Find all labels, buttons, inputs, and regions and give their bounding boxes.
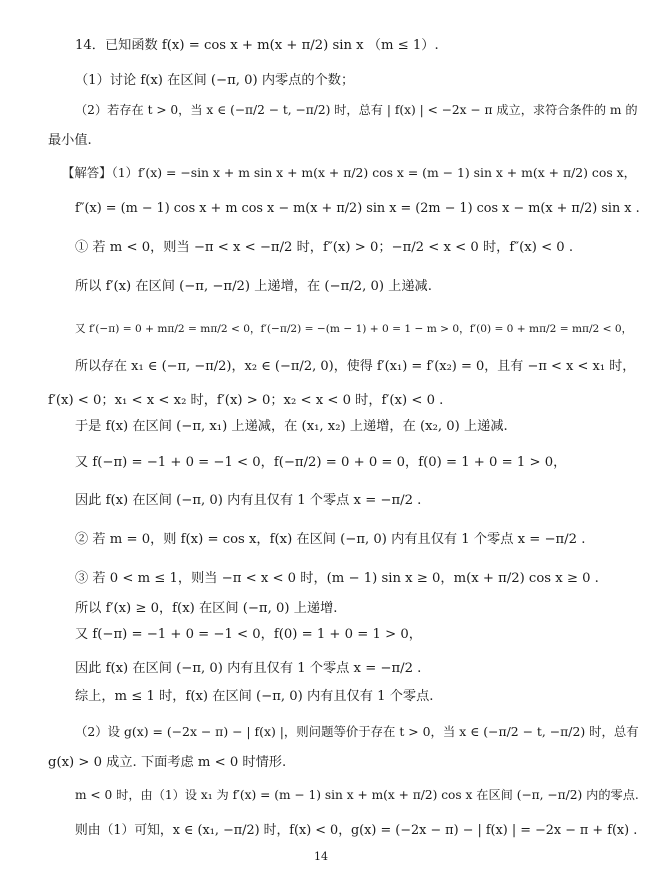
solution-line: m < 0 时，由（1）设 x₁ 为 f′(x) = (m − 1) sin x + m(x + π/2) cos x 在区间 (−π, −π/2) 内的零点. [75, 788, 639, 802]
solution-line: 所以 f′(x) ≥ 0，f(x) 在区间 (−π, 0) 上递增. [75, 601, 338, 616]
problem-statement-line: 14．已知函数 f(x) = cos x + m(x + π/2) sin x （m ≤ 1）. [75, 38, 439, 53]
solution-line: ③ 若 0 < m ≤ 1，则当 −π < x < 0 时，(m − 1) sin x ≥ 0，m(x + π/2) cos x ≥ 0 . [75, 571, 599, 586]
solution-line: 所以 f′(x) 在区间 (−π, −π/2) 上递增，在 (−π/2, 0) 上递减. [75, 279, 432, 294]
solution-line: f′(x) < 0；x₁ < x < x₂ 时，f′(x) > 0；x₂ < x < 0 时，f′(x) < 0 . [48, 393, 444, 408]
solution-line: ① 若 m < 0，则当 −π < x < −π/2 时，f″(x) > 0；−π/2 < x < 0 时，f″(x) < 0 . [75, 240, 574, 255]
solution-line: 又 f(−π) = −1 + 0 = −1 < 0，f(−π/2) = 0 + 0 = 0，f(0) = 1 + 0 = 1 > 0， [75, 455, 567, 470]
solution-line: g(x) > 0 成立. 下面考虑 m < 0 时情形. [48, 755, 287, 770]
problem-part2-line: （2）若存在 t > 0，当 x ∈ (−π/2 − t, −π/2) 时，总有 | f(x) | < −2x − π 成立，求符合条件的 m 的 [75, 103, 638, 117]
solution-line: （2）设 g(x) = (−2x − π) − | f(x) |，则问题等价于存在 t > 0，当 x ∈ (−π/2 − t, −π/2) 时，总有 [75, 724, 639, 739]
problem-part2-line: 最小值. [48, 133, 92, 148]
problem-part1-line: （1）讨论 f(x) 在区间 (−π, 0) 内零点的个数； [75, 73, 355, 88]
solution-line: 所以存在 x₁ ∈ (−π, −π/2)，x₂ ∈ (−π/2, 0)，使得 f′(x₁) = f′(x₂) = 0，且有 −π < x < x₁ 时， [75, 359, 636, 374]
solution-line: ② 若 m = 0，则 f(x) = cos x，f(x) 在区间 (−π, 0) 内有且仅有 1 个零点 x = −π/2 . [75, 532, 586, 547]
solution-line: 综上，m ≤ 1 时，f(x) 在区间 (−π, 0) 内有且仅有 1 个零点. [75, 689, 434, 704]
solution-line: f″(x) = (m − 1) cos x + m cos x − m(x + π/2) sin x = (2m − 1) cos x − m(x + π/2) sin x . [75, 201, 640, 216]
page-number: 14 [314, 850, 328, 863]
solution-line: 因此 f(x) 在区间 (−π, 0) 内有且仅有 1 个零点 x = −π/2 . [75, 661, 422, 676]
solution-line: 【解答】（1）f′(x) = −sin x + m sin x + m(x + π/2) cos x = (m − 1) sin x + m(x + π/2) cos x， [62, 165, 636, 180]
solution-line: 又 f(−π) = −1 + 0 = −1 < 0，f(0) = 1 + 0 = 1 > 0， [75, 627, 422, 642]
solution-line: 于是 f(x) 在区间 (−π, x₁) 上递减，在 (x₁, x₂) 上递增，在 (x₂, 0) 上递减. [75, 419, 508, 434]
solution-line: 则由（1）可知，x ∈ (x₁, −π/2) 时，f(x) < 0，g(x) = (−2x − π) − | f(x) | = −2x − π + f(x) . [75, 823, 638, 838]
solution-line: 因此 f(x) 在区间 (−π, 0) 内有且仅有 1 个零点 x = −π/2 . [75, 493, 422, 508]
solution-line: 又 f′(−π) = 0 + mπ/2 = mπ/2 < 0，f′(−π/2) = −(m − 1) + 0 = 1 − m > 0，f′(0) = 0 + mπ/2 = mπ/2 < 0， [75, 323, 633, 335]
